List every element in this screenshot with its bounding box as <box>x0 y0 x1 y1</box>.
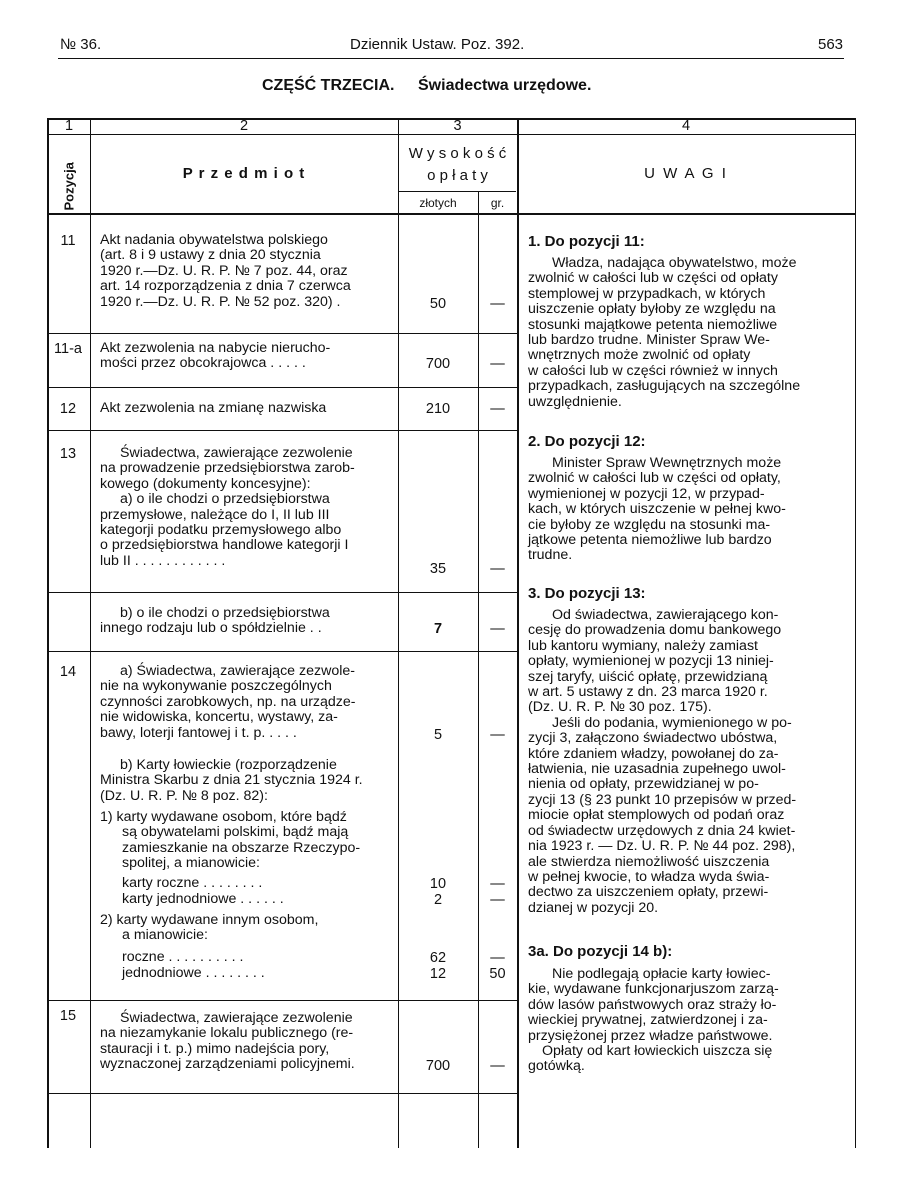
header-rule <box>58 58 844 59</box>
row-14a-grosze: — <box>490 727 505 743</box>
note-3-line: Od świadectwa, zawierającego kon- <box>552 607 779 623</box>
row-14a-line: czynności zarobkowych, np. na urządze- <box>100 693 356 710</box>
row-11a-zlotych: 700 <box>425 356 451 372</box>
row-14b2-daily-grosze: 50 <box>489 966 506 982</box>
note-1-line: lub bardzo trudne. Minister Spraw We- <box>528 332 770 349</box>
note-1-line: uwzględnienie. <box>528 393 622 410</box>
note-3-line: opłaty, wymienionej w pozycji 13 niniej- <box>528 653 774 670</box>
header-wysokosc: W y s o k o ś ć <box>408 145 507 162</box>
row-11-grosze: — <box>490 296 505 312</box>
row-11a-line: mości przez obcokrajowca . . . . . <box>100 355 306 372</box>
row-14b2-annual-grosze: — <box>490 950 505 966</box>
row-14b2-daily: jednodniowe . . . . . . . . <box>122 965 265 981</box>
row-13-line: kowego (dokumenty koncesyjne): <box>100 475 311 492</box>
row-14b-line: b) Karty łowieckie (rozporządzenie <box>120 757 337 773</box>
row-14b-line: Ministra Skarbu z dnia 21 stycznia 1924 r. <box>100 772 363 789</box>
note-1-line: wnętrznych może zwolnić od opłaty <box>528 347 751 364</box>
note-2-line: trudne. <box>528 547 573 564</box>
row-13-line: na prowadzenie przedsiębiorstwa zarob- <box>100 460 355 477</box>
row-sep-14 <box>48 1000 518 1001</box>
note-3a-body <box>528 967 846 1075</box>
note-3-line: (Dz. U. R. P. № 30 poz. 175). <box>528 699 712 716</box>
row-14b1-daily: karty jednodniowe . . . . . . <box>122 891 284 907</box>
header-przedmiot: P r z e d m i o t <box>182 165 306 182</box>
col-number-2: 2 <box>239 118 249 134</box>
row-13-line: a) o ile chodzi o przedsiębiorstwa <box>120 491 330 508</box>
row-14b1-annual-zlotych: 10 <box>429 876 447 892</box>
row-14b1-daily-grosze: — <box>490 892 505 908</box>
note-3-line: w pełnej kwocie, to władza wyda świa- <box>528 868 770 885</box>
row-13-line: Świadectwa, zawierające zezwolenie <box>120 445 353 461</box>
note-3-line: zycji 3, załączono świadectwo ubóstwa, <box>528 730 778 747</box>
note-2-line: wymienionej w pozycji 12, w przypad- <box>528 485 765 502</box>
row-13-position: 13 <box>59 446 77 462</box>
row-13b-line: innego rodzaju lub o spółdzielnie . . <box>100 620 322 637</box>
note-3-line: od świadectw urzędowych z dnia 24 kwiet- <box>528 822 796 839</box>
note-3-line: Jeśli do podania, wymienionego w po- <box>552 714 792 731</box>
row-11-subject <box>100 233 388 310</box>
row-14a-line: a) Świadectwa, zawierające zezwole- <box>120 663 355 679</box>
row-13-line: przemysłowe, należące do I, II lub III <box>100 506 330 523</box>
note-1-body <box>528 256 846 410</box>
header-uwagi: U W A G I <box>644 165 728 182</box>
page-number: 563 <box>818 36 844 53</box>
row-sep-13a <box>48 592 518 593</box>
row-11-line: Akt nadania obywatelstwa polskiego <box>100 232 328 248</box>
row-11-position: 11 <box>60 233 76 249</box>
header-oplaty: o p ł a t y <box>427 167 488 184</box>
row-14b1-subject <box>100 810 388 872</box>
header-gr: gr. <box>490 196 505 210</box>
row-13-line: kategorji podatku przemysłowego albo <box>100 522 342 539</box>
row-15-line: Świadectwa, zawierające zezwolenie <box>120 1010 353 1026</box>
row-13b-subject <box>100 606 388 637</box>
note-3a-line: wieckiej prywatnej, zatwierdzonej i za- <box>528 1012 768 1029</box>
note-3a-line: Nie podlegają opłacie karty łowiec- <box>552 966 771 982</box>
row-15-grosze: — <box>490 1058 505 1074</box>
row-12-subject <box>100 401 388 416</box>
note-3-line: nia 1923 r. — Dz. U. R. P. № 44 poz. 298), <box>528 838 796 855</box>
note-3a-line: dów lasów państwowych oraz straży ło- <box>528 996 777 1013</box>
note-1-line: w całości lub w części również w innych <box>528 362 778 379</box>
row-11-line: 1920 r.—Dz. U. R. P. № 52 poz. 320) . <box>100 293 341 310</box>
note-1-line: przypadkach, zasługujących na szczególne <box>528 378 801 395</box>
header-zlotych: złotych <box>419 196 457 210</box>
row-15-line: wyznaczonej zarządzeniami policyjnemi. <box>100 1056 355 1073</box>
note-1-line: stemplowej w przypadkach, w których <box>528 285 766 302</box>
col-number-3: 3 <box>453 118 462 134</box>
row-12-line: Akt zezwolenia na zmianę nazwiska <box>100 400 327 416</box>
col3-right-edge <box>517 118 519 1148</box>
row-11a-position: 11-a <box>54 341 82 357</box>
note-3-line: w art. 5 ustawy z dn. 23 marca 1920 r. <box>528 684 768 701</box>
row-14b-line: (Dz. U. R. P. № 8 poz. 82): <box>100 787 268 804</box>
row-14a-subject <box>100 664 388 741</box>
note-3-line: zycji 13 (§ 23 punkt 10 przepisów w przed- <box>528 791 797 808</box>
row-15-position: 15 <box>59 1008 77 1024</box>
note-3-line: lub kantoru wymiany, należy zamiast <box>528 637 758 654</box>
note-3-title: 3. Do pozycji 13: <box>528 585 646 602</box>
note-3-line: które zdaniem władzy, powołanej do za- <box>528 745 779 762</box>
note-1-title: 1. Do pozycji 11: <box>528 233 645 250</box>
row-11-line: (art. 8 i 9 ustawy z dnia 20 stycznia <box>100 247 321 264</box>
row-11-line: art. 14 rozporządzenia z dnia 7 czerwca <box>100 278 351 295</box>
note-3a-line: Opłaty od kart łowieckich uiszcza się <box>542 1043 773 1060</box>
note-3-line: łatwienia, nie uzasadnia zupełnego uwol- <box>528 761 786 778</box>
row-14a-zlotych: 5 <box>433 727 443 743</box>
note-3-line: dectwo za uiszczeniem opłaty, przewi- <box>528 884 769 901</box>
row-sep-12 <box>48 430 518 431</box>
note-1-line: zwolnić w całości lub w części od opłaty <box>528 270 778 287</box>
table-right-edge <box>855 118 856 1148</box>
row-11-zlotych: 50 <box>429 296 447 312</box>
journal-title: Dziennik Ustaw. Poz. 392. <box>350 36 525 53</box>
note-3-body <box>528 608 846 916</box>
colnum-rule <box>48 134 856 135</box>
row-13a-grosze: — <box>490 561 505 577</box>
row-11-line: 1920 r.—Dz. U. R. P. № 7 poz. 44, oraz <box>100 262 348 279</box>
row-12-zlotych: 210 <box>425 401 451 417</box>
note-3-line: dzianej w pozycji 20. <box>528 899 659 916</box>
row-13b-zlotych: 7 <box>433 621 443 637</box>
col1-right-edge <box>90 118 91 1148</box>
row-14b2-line: a mianowicie: <box>122 927 208 944</box>
row-14b-subject <box>100 758 388 804</box>
row-11a-grosze: — <box>490 356 505 372</box>
row-14a-line: bawy, loterji fantowej i t. p. . . . . <box>100 724 297 741</box>
note-3a-line: kie, wydawane funkcjonarjuszom zarzą- <box>528 981 779 998</box>
row-sep-11a <box>48 387 518 388</box>
row-13-line: lub II . . . . . . . . . . . . <box>100 552 226 569</box>
row-14b1-daily-zlotych: 2 <box>433 892 443 908</box>
row-14b1-line: spolitej, a mianowicie: <box>122 855 260 872</box>
header-bottom-rule <box>48 213 856 215</box>
note-2-body <box>528 456 846 564</box>
note-1-line: uiszczenie opłaty byłoby ze względu na <box>528 301 776 318</box>
row-14b1-line: zamieszkanie na obszarze Rzeczypo- <box>122 839 361 856</box>
row-13b-line: b) o ile chodzi o przedsiębiorstwa <box>120 605 330 621</box>
table-left-edge <box>47 118 49 1148</box>
note-3a-line: przysiężonej przez władze państwowe. <box>528 1027 773 1044</box>
row-12-grosze: — <box>490 401 505 417</box>
row-14b2-daily-zlotych: 12 <box>429 966 447 982</box>
row-14b1-annual-grosze: — <box>490 876 505 892</box>
row-13-subject <box>100 446 388 569</box>
row-13b-grosze: — <box>490 621 505 637</box>
subheader-rule <box>398 191 516 192</box>
row-14b2-subject <box>100 913 388 944</box>
row-14-position: 14 <box>59 664 77 680</box>
row-15-subject <box>100 1011 388 1073</box>
note-3-line: szej taryfy, uiścić opłatę, przewidzianą <box>528 668 768 685</box>
note-2-line: kach, w których uiszczenie w pełnej kwo- <box>528 501 786 518</box>
row-15-line: stauracji i t. p.) mimo nadejścia pory, <box>100 1040 330 1057</box>
row-14b2-line: 2) karty wydawane innym osobom, <box>100 912 319 928</box>
note-3-line: miocie opłat stemplowych od podań oraz <box>528 807 785 824</box>
zl-gr-divider <box>478 191 479 1148</box>
row-14b1-annual: karty roczne . . . . . . . . <box>122 875 263 891</box>
row-13a-zlotych: 35 <box>429 561 447 577</box>
row-12-position: 12 <box>59 401 77 417</box>
col-number-4: 4 <box>681 118 691 134</box>
note-1-line: Władza, nadająca obywatelstwo, może <box>552 255 797 271</box>
note-2-line: jątkowe petenta niemożliwe lub bardzo <box>528 532 772 549</box>
col-number-1: 1 <box>64 118 74 134</box>
header-pozycja: Pozycja <box>61 162 77 211</box>
row-13-line: o przedsiębiorstwa handlowe kategorji I <box>100 537 349 554</box>
row-14b2-annual: roczne . . . . . . . . . . <box>122 949 244 965</box>
row-11a-subject <box>100 341 388 372</box>
row-sep-13b <box>48 651 518 652</box>
section-part: CZĘŚĆ TRZECIA. <box>262 77 395 94</box>
note-3-line: ale stwierdza niemożliwość uiszczenia <box>528 853 770 870</box>
note-1-line: stosunki majątkowe petenta niemożliwe <box>528 316 778 333</box>
note-3-line: nienia od opłaty, przewidzianej w po- <box>528 776 759 793</box>
note-3-line: cesję do prowadzenia domu bankowego <box>528 622 782 639</box>
row-14a-line: nie na wykonywanie poszczególnych <box>100 678 332 695</box>
note-2-title: 2. Do pozycji 12: <box>528 433 646 450</box>
note-2-line: cie byłoby ze względu na stosunki ma- <box>528 516 771 533</box>
note-2-line: Minister Spraw Wewnętrznych może <box>552 455 782 471</box>
row-14b2-annual-zlotych: 62 <box>429 950 447 966</box>
row-15-line: na niezamykanie lokalu publicznego (re- <box>100 1025 354 1042</box>
section-name: Świadectwa urzędowe. <box>418 77 592 94</box>
row-15-zlotych: 700 <box>425 1058 451 1074</box>
row-sep-11 <box>48 333 518 334</box>
row-sep-15 <box>48 1093 518 1094</box>
row-14b1-line: 1) karty wydawane osobom, które bądź <box>100 809 347 825</box>
issue-number: № 36. <box>60 36 102 53</box>
row-11a-line: Akt zezwolenia na nabycie nierucho- <box>100 340 331 356</box>
row-14b1-line: są obywatelami polskimi, bądź mają <box>122 824 349 841</box>
note-3a-line: gotówką. <box>528 1058 585 1075</box>
note-2-line: zwolnić w całości lub w części od opłaty, <box>528 470 781 487</box>
row-14a-line: nie widowiska, koncertu, wystawy, za- <box>100 709 338 726</box>
note-3a-title: 3a. Do pozycji 14 b): <box>528 943 673 960</box>
